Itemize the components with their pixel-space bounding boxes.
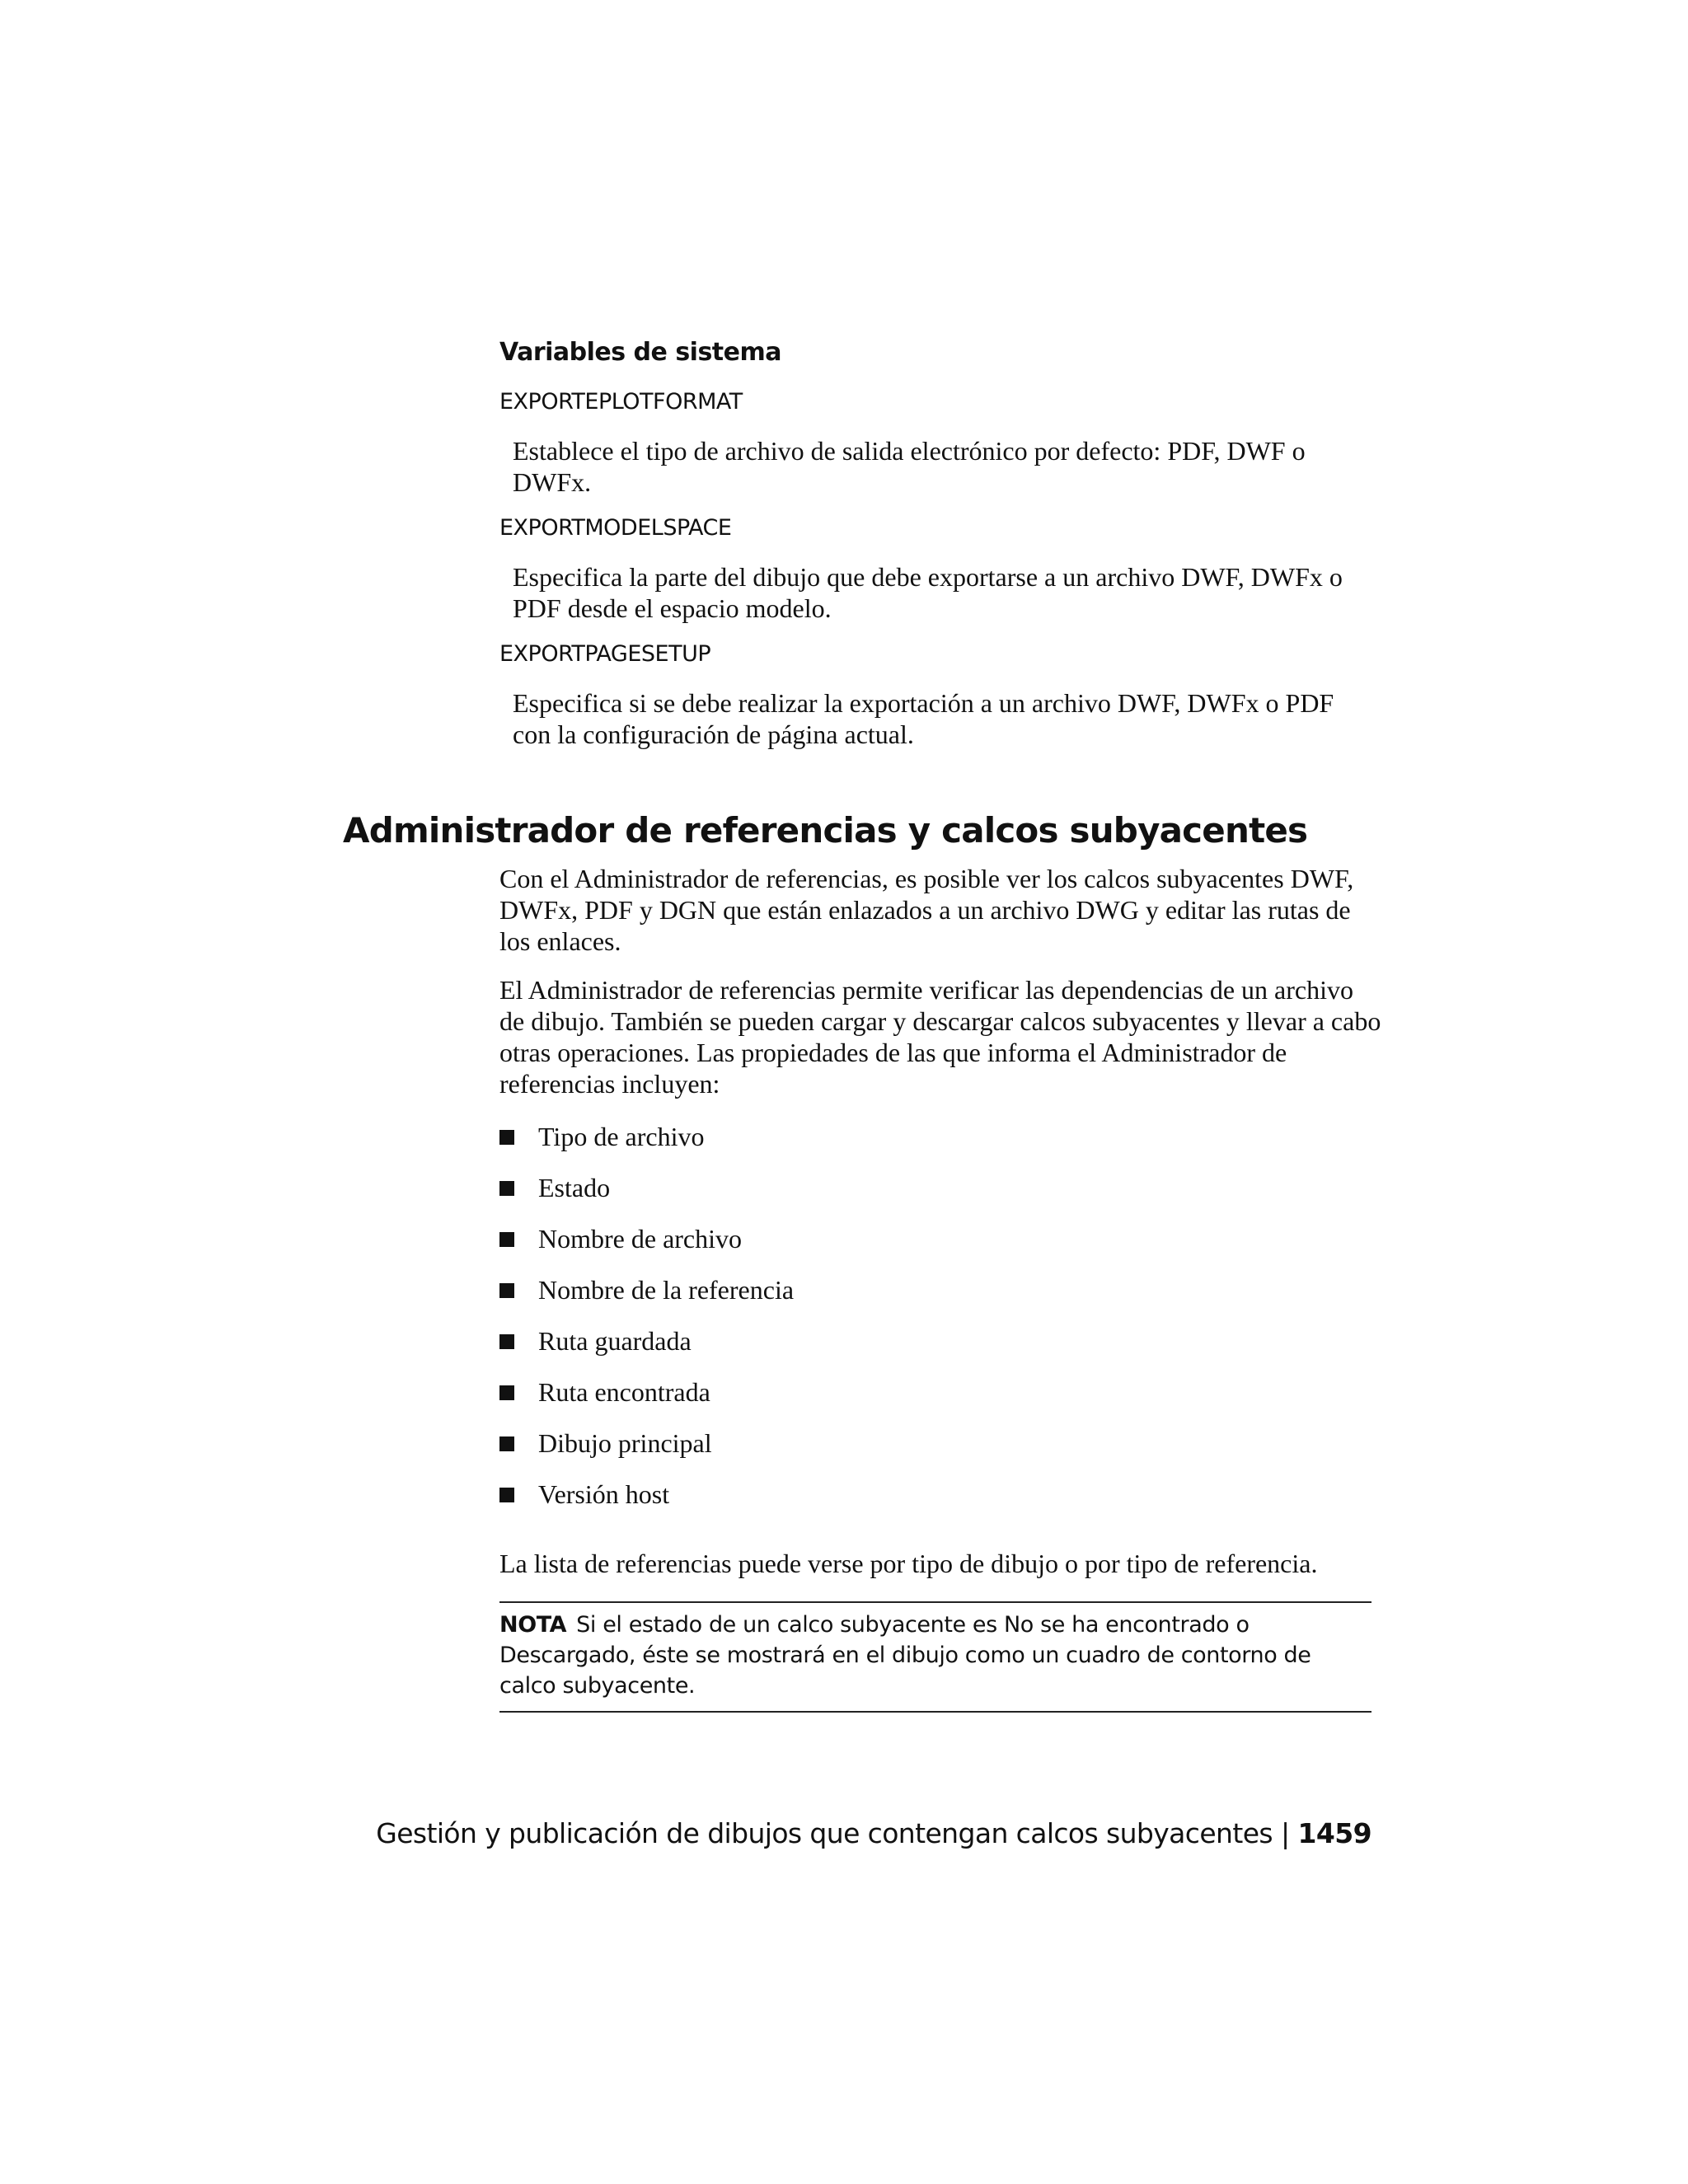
list-item (499, 1427, 794, 1479)
square-bullet-icon (499, 1130, 514, 1145)
list-item-text: Ruta guardada (538, 1326, 692, 1356)
square-bullet-icon (499, 1232, 514, 1247)
footer-chapter-title: Gestión y publicación de dibujos que contengan calcos subyacentes (376, 1817, 1273, 1849)
system-variable-description: Especifica si se debe realizar la exportación a un archivo DWF, DWFx o PDF con la configuración de página actual. (513, 688, 1334, 749)
square-bullet-icon (499, 1436, 514, 1451)
properties-list (499, 1121, 794, 1530)
list-item-text: Dibujo principal (538, 1428, 712, 1458)
system-variable-description: Establece el tipo de archivo de salida electrónico por defecto: PDF, DWF o DWFx. (513, 436, 1306, 497)
square-bullet-icon (499, 1488, 514, 1502)
body-paragraph: Con el Administrador de referencias, es posible ver los calcos subyacentes DWF, DWFx, PDF y DGN que están enlazados a un archivo DWG y editar las rutas de los enlaces. (499, 864, 1354, 956)
list-item-text: Ruta encontrada (538, 1377, 710, 1407)
list-item-text: Estado (538, 1173, 611, 1202)
list-item-text: Nombre de archivo (538, 1224, 743, 1254)
section-title: Administrador de referencias y calcos subyacentes (343, 810, 1308, 851)
square-bullet-icon (499, 1334, 514, 1349)
square-bullet-icon (499, 1181, 514, 1196)
list-item (499, 1121, 794, 1172)
list-item (499, 1274, 794, 1325)
list-item-text: Tipo de archivo (538, 1122, 705, 1151)
list-item-text: Nombre de la referencia (538, 1275, 795, 1305)
square-bullet-icon (499, 1283, 514, 1298)
list-item (499, 1376, 794, 1427)
system-variables-heading: Variables de sistema (499, 338, 782, 367)
footer-separator: | (1281, 1817, 1290, 1849)
note-label: NOTA (499, 1612, 567, 1638)
system-variable-description: Especifica la parte del dibujo que debe exportarse a un archivo DWF, DWFx o PDF desde el espacio modelo. (513, 562, 1343, 623)
note-box (499, 1601, 1372, 1713)
system-variable-name: EXPORTPAGESETUP (499, 641, 711, 667)
list-item-text: Versión host (538, 1479, 670, 1509)
list-item (499, 1223, 794, 1274)
closing-paragraph: La lista de referencias puede verse por tipo de dibujo o por tipo de referencia. (499, 1549, 1318, 1578)
body-paragraph: El Administrador de referencias permite verificar las dependencias de un archivo de dibujo. También se pueden cargar y descargar calcos subyacentes y llevar a cabo otras operaciones. Las propiedades de las que informa el Administrador de referencias incluyen: (499, 975, 1381, 1099)
list-item (499, 1479, 794, 1530)
square-bullet-icon (499, 1385, 514, 1400)
system-variable-name: EXPORTMODELSPACE (499, 515, 732, 541)
list-item (499, 1325, 794, 1376)
list-item (499, 1172, 794, 1223)
page-number: 1459 (1297, 1817, 1372, 1849)
system-variable-name: EXPORTEPLOTFORMAT (499, 389, 743, 415)
note-text: Si el estado de un calco subyacente es No se ha encontrado o Descargado, éste se mostrará en el dibujo como un cuadro de contorno de calco subyacente. (499, 1612, 1311, 1699)
page-footer (376, 1817, 1372, 1849)
